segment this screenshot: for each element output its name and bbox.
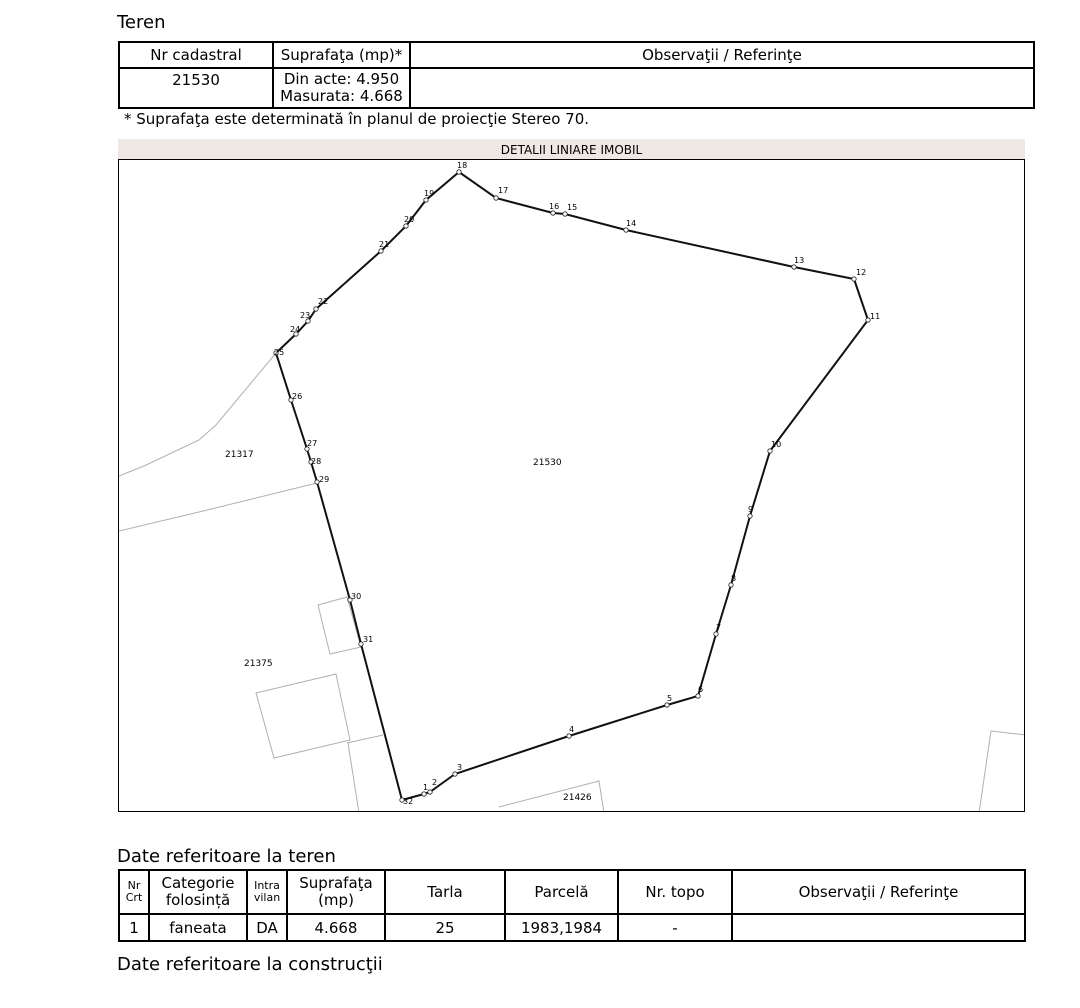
teren-table — [118, 41, 1035, 109]
vertex-label-20: 20 — [404, 215, 415, 224]
vertex-label-27: 27 — [307, 439, 318, 448]
vertex-marker-17 — [494, 196, 498, 200]
header-nr-topo: Nr. topo — [618, 870, 732, 914]
header-tarla: Tarla — [385, 870, 505, 914]
parcel-map — [118, 159, 1025, 812]
suprafata-masurata: Masurata: 4.668 — [280, 87, 403, 105]
vertex-marker-4 — [567, 734, 571, 738]
cell-observatii — [410, 68, 1034, 108]
vertex-label-23: 23 — [300, 311, 311, 320]
vertex-label-16: 16 — [549, 202, 560, 211]
vertex-label-25: 25 — [274, 348, 285, 357]
vertex-label-29: 29 — [319, 475, 330, 484]
vertex-label-5: 5 — [667, 694, 673, 703]
vertex-label-13: 13 — [794, 256, 805, 265]
vertex-label-19: 19 — [424, 189, 435, 198]
neighbor-parcel-building — [256, 674, 350, 758]
map-banner: DETALII LINIARE IMOBIL — [118, 139, 1025, 159]
parcel-map-svg — [119, 160, 1025, 812]
header-categorie: Categorie folosință — [149, 870, 247, 914]
vertex-label-6: 6 — [698, 685, 704, 694]
neighbor-boundary-21375 — [119, 483, 317, 531]
neighbor-label-21317: 21317 — [225, 450, 254, 460]
vertex-marker-13 — [792, 265, 796, 269]
cell-nr: 1 — [119, 914, 149, 941]
vertex-marker-20 — [404, 224, 408, 228]
vertex-label-15: 15 — [567, 203, 578, 212]
neighbor-label-21426: 21426 — [563, 793, 592, 803]
header-parcela: Parcelă — [505, 870, 618, 914]
vertex-marker-6 — [696, 694, 700, 698]
header-intravilan: Intra vilan — [247, 870, 287, 914]
neighbor-boundary-21375c — [348, 743, 359, 812]
vertex-label-28: 28 — [311, 457, 322, 466]
vertex-label-30: 30 — [351, 592, 362, 601]
vertex-label-22: 22 — [318, 297, 329, 306]
neighbor-parcel-small-a — [318, 597, 361, 654]
vertex-label-18: 18 — [457, 161, 468, 170]
vertex-label-2: 2 — [432, 778, 438, 787]
vertex-marker-5 — [665, 703, 669, 707]
vertex-marker-21 — [379, 249, 383, 253]
header-nr-cadastral: Nr cadastral — [119, 42, 273, 68]
vertex-marker-18 — [457, 170, 461, 174]
main-parcel-label: 21530 — [533, 458, 562, 468]
teren-heading: Teren — [117, 12, 166, 33]
header-nr-crt: Nr Crt — [119, 870, 149, 914]
vertex-label-3: 3 — [457, 763, 463, 772]
vertex-marker-2 — [428, 790, 432, 794]
vertex-label-17: 17 — [498, 186, 509, 195]
projection-note: * Suprafaţa este determinată în planul de proiecţie Stereo 70. — [124, 110, 590, 128]
main-parcel-boundary — [276, 172, 868, 800]
vertex-label-4: 4 — [569, 725, 575, 734]
vertex-label-9: 9 — [748, 505, 754, 514]
vertex-marker-10 — [768, 449, 772, 453]
date-constructii-heading: Date referitoare la construcţii — [117, 954, 383, 975]
table-row — [119, 914, 1025, 941]
vertex-label-10: 10 — [771, 440, 782, 449]
cell-nr-topo: - — [618, 914, 732, 941]
suprafata-acte: Din acte: 4.950 — [283, 70, 400, 88]
vertex-label-26: 26 — [292, 392, 303, 401]
vertex-label-11: 11 — [870, 312, 881, 321]
cell-observatii-teren — [732, 914, 1025, 941]
vertex-marker-9 — [748, 514, 752, 518]
vertex-label-21: 21 — [379, 240, 390, 249]
cell-tarla: 25 — [385, 914, 505, 941]
vertex-marker-22 — [314, 307, 318, 311]
vertex-marker-7 — [714, 632, 718, 636]
neighbor-boundary-21375b — [347, 735, 383, 743]
cell-nr-cadastral: 21530 — [119, 68, 273, 108]
date-teren-heading: Date referitoare la teren — [117, 846, 336, 867]
vertex-marker-16 — [551, 211, 555, 215]
vertex-marker-15 — [563, 212, 567, 216]
vertex-label-14: 14 — [626, 219, 637, 228]
vertex-marker-19 — [424, 198, 428, 202]
cell-categorie: faneata — [149, 914, 247, 941]
neighbor-boundary-right — [979, 731, 1025, 812]
vertex-marker-1 — [422, 792, 426, 796]
vertex-label-8: 8 — [731, 574, 737, 583]
cell-intravilan: DA — [247, 914, 287, 941]
header-observatii-teren: Observaţii / Referinţe — [732, 870, 1025, 914]
neighbor-label-21375: 21375 — [244, 659, 273, 669]
vertex-label-24: 24 — [290, 325, 301, 334]
cell-parcela: 1983,1984 — [505, 914, 618, 941]
vertex-label-12: 12 — [856, 268, 867, 277]
header-observatii: Observaţii / Referinţe — [410, 42, 1034, 68]
vertex-marker-8 — [729, 583, 733, 587]
cell-suprafata-mp: 4.668 — [287, 914, 385, 941]
cell-suprafata — [273, 68, 410, 108]
vertex-label-7: 7 — [716, 623, 722, 632]
vertex-label-32: 32 — [403, 797, 414, 806]
vertex-marker-3 — [453, 772, 457, 776]
header-suprafata: Suprafaţa (mp)* — [273, 42, 410, 68]
date-teren-table — [118, 869, 1026, 942]
header-suprafata-mp: Suprafaţa (mp) — [287, 870, 385, 914]
vertex-label-31: 31 — [363, 635, 374, 644]
vertex-marker-14 — [624, 228, 628, 232]
vertex-label-1: 1 — [423, 783, 429, 792]
vertex-marker-12 — [852, 277, 856, 281]
